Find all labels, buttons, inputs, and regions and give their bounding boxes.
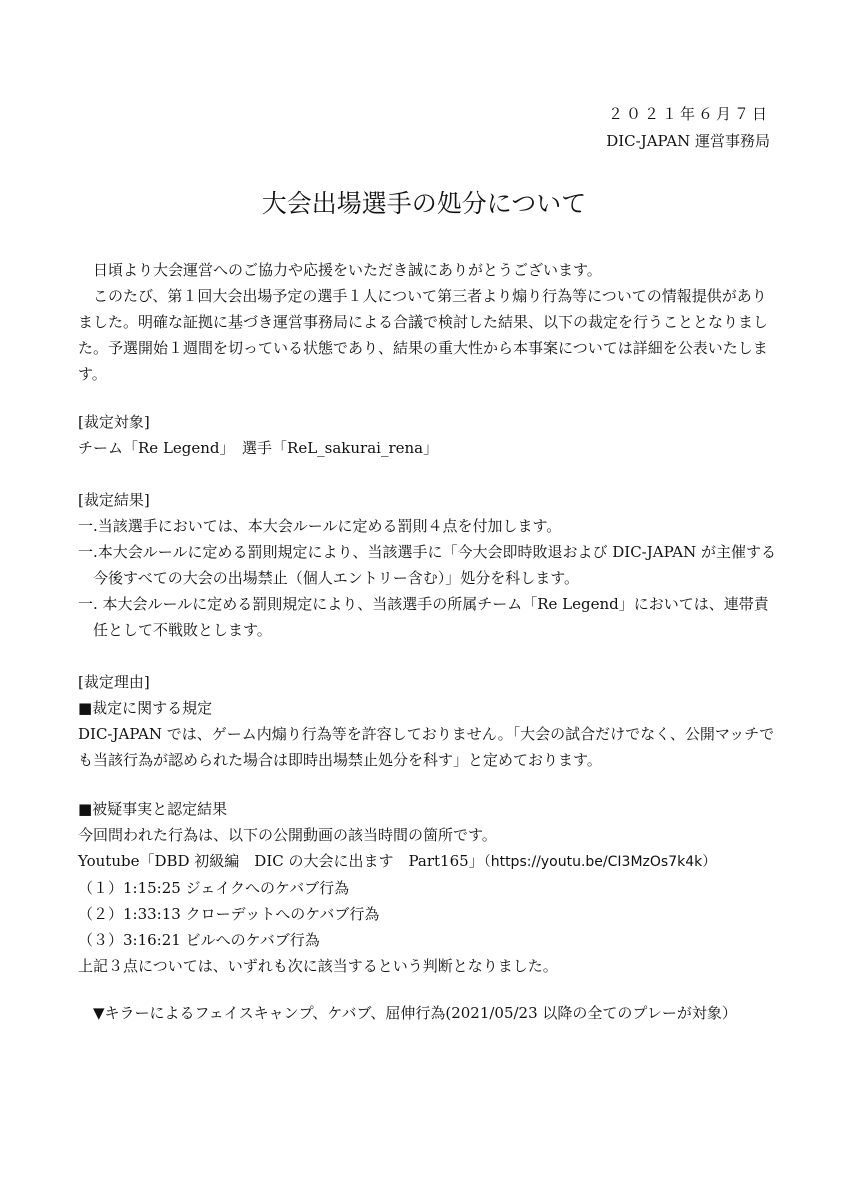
reason-heading: [裁定理由]	[78, 673, 150, 691]
video-url-link[interactable]: （https://youtu.be/CI3MzOs7k4k）	[483, 854, 717, 870]
result-section	[78, 487, 778, 643]
intro-section	[78, 257, 778, 387]
result-item-3: 一. 本大会ルールに定める罰則規定により、当該選手の所属チーム「Re Legend」においては、連帯責任として不戦敗とします。	[78, 595, 769, 639]
target-section	[78, 409, 778, 461]
timestamp-item-2: （２）1:33:13 クローデットへのケバブ行為	[78, 905, 380, 923]
intro-paragraph-2: このたび、第１回大会出場予定の選手１人について第三者より煽り行為等についての情報提供がありました。明確な証拠に基づき運営事務局による合議で検討した結果、以下の裁定を行うこととなりました。予選開始１週間を切っている状態であり、結果の重大性から本事案については詳細を公表いたします。	[78, 287, 769, 383]
intro-paragraph-1: 日頃より大会運営へのご協力や応援をいただき誠にありがとうございます。	[93, 261, 602, 279]
result-item-2: 一.本大会ルールに定める罰則規定により、当該選手に「今大会即時敗退および DIC-JAPAN が主催する今後すべての大会の出場禁止（個人エントリー含む）」処分を科します。	[78, 543, 777, 587]
result-heading: [裁定結果]	[78, 491, 150, 509]
video-reference	[78, 848, 778, 875]
timestamp-item-3: （３）3:16:21 ビルへのケバブ行為	[78, 931, 320, 949]
target-line: チーム「Re Legend」 選手「ReL_sakurai_rena」	[78, 439, 439, 457]
document-title: 大会出場選手の処分について	[261, 189, 587, 218]
facts-intro: 今回問われた行為は、以下の公開動画の該当時間の箇所です。	[78, 826, 497, 844]
rules-text: DIC-JAPAN では、ゲーム内煽り行為等を許容しておりません。「大会の試合だけでなく、公開マッチでも当該行為が認められた場合は即時出場禁止処分を科す」と定めております。	[78, 725, 775, 769]
result-item-1: 一.当該選手においては、本大会ルールに定める罰則４点を付加します。	[78, 517, 562, 535]
document-date: ２０２１年６月７日	[607, 105, 770, 123]
facts-section	[78, 796, 778, 979]
video-title: Youtube「DBD 初級編 DIC の大会に出ます Part165」	[78, 852, 484, 870]
timestamp-item-1: （１）1:15:25 ジェイクへのケバブ行為	[78, 879, 350, 897]
issuer-organization: DIC-JAPAN 運営事務局	[606, 132, 770, 150]
facts-heading: ■被疑事実と認定結果	[78, 800, 228, 818]
reason-section	[78, 669, 778, 773]
rules-heading: ■裁定に関する規定	[78, 699, 213, 717]
target-heading: [裁定対象]	[78, 413, 150, 431]
note-line: ▼キラーによるフェイスキャンプ、ケバブ、屈伸行為(2021/05/23 以降の全てのプレーが対象）	[93, 1004, 737, 1022]
conclusion-text: 上記３点については、いずれも次に該当するという判断となりました。	[78, 957, 558, 975]
